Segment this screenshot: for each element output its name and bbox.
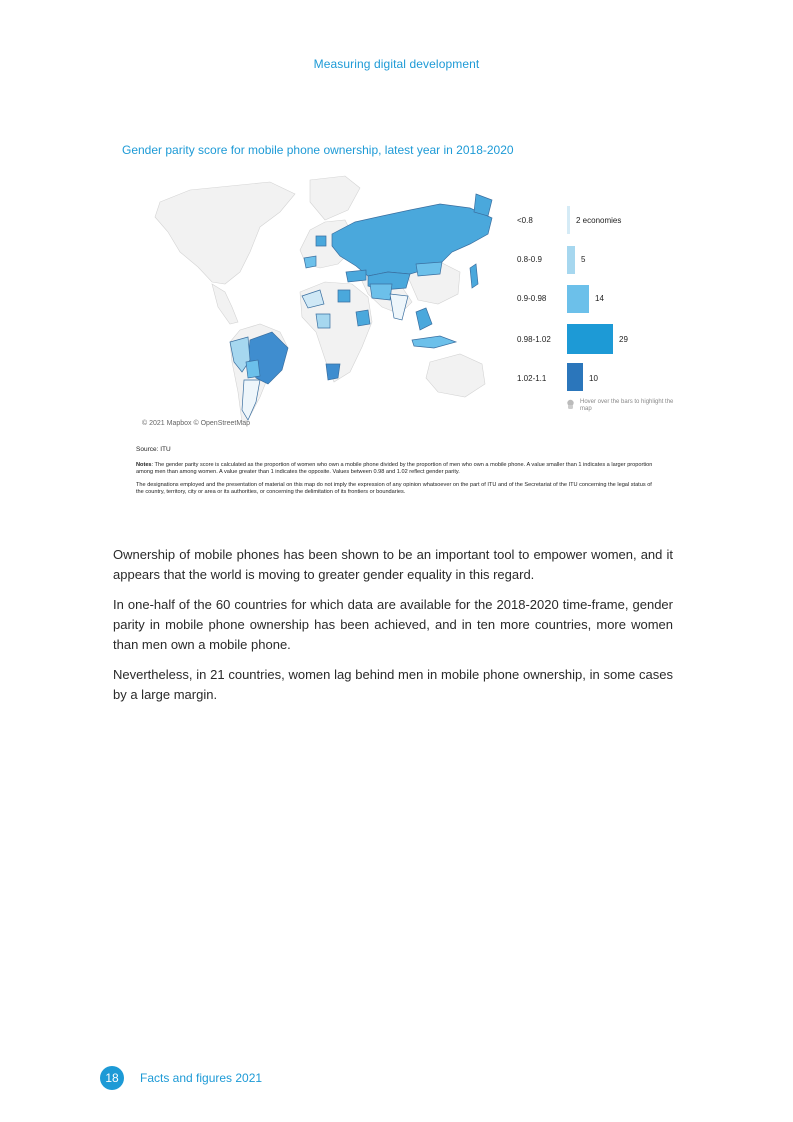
notes-paragraph: [136, 462, 656, 476]
map-india: [390, 294, 408, 320]
bar-value-label: 14: [595, 294, 604, 303]
bar-value-label: 10: [589, 374, 598, 383]
category-label: 0.98-1.02: [517, 335, 551, 344]
hover-hint: [566, 399, 686, 413]
notes-label: Notes: [136, 462, 152, 468]
bar-1.02-1.1[interactable]: [567, 363, 583, 391]
disclaimer-text: The designations employed and the presentation of material on this map do not imply the expression of any opinion whatsoever on the part of ITU and of the Secretariat of the ITU concerning the legal status of the country, territory, city or area or its authorities, or concerning the delimitation of its frontiers or boundaries.: [136, 482, 652, 495]
map-russia: [332, 204, 492, 276]
map-ethiopia: [356, 310, 370, 326]
map-bolivia: [246, 360, 260, 378]
map-far-east: [474, 194, 492, 216]
chart-notes: [136, 462, 656, 502]
map-mongolia: [416, 262, 442, 276]
map-indonesia: [412, 336, 456, 348]
notes-text: : The gender parity score is calculated as the proportion of women who own a mobile phone divided by the proportion of men who own a mobile phone. A value smaller than 1 indicates a larger proportion among men than among women. A value greater than 1 indicates the opposite. Values between 0.98 and 1.02 reflect gender parity.: [136, 462, 653, 475]
map-central-america: [212, 284, 238, 324]
map-europe-country-b: [304, 256, 316, 268]
category-label: <0.8: [517, 216, 533, 225]
bar-0.98-1.02[interactable]: [567, 324, 613, 354]
map-copyright: © 2021 Mapbox © OpenStreetMap: [142, 420, 250, 427]
map-south-africa: [326, 364, 340, 380]
bar-<0.8[interactable]: [567, 206, 570, 234]
map-australia: [426, 354, 485, 397]
legend-bar-chart: [515, 200, 675, 420]
body-paragraph: In one-half of the 60 countries for which data are available for the 2018-2020 time-frame, gender parity in mobile phone ownership has been achieved, and in ten more countries, more women than men own a mobile phone.: [113, 597, 673, 652]
map-nigeria: [316, 314, 330, 328]
world-map[interactable]: [120, 172, 500, 434]
body-paragraph: Nevertheless, in 21 countries, women lag behind men in mobile phone ownership, in some cases by a large margin.: [113, 667, 673, 702]
bar-value-label: 2 economies: [576, 216, 622, 225]
map-iran: [370, 284, 392, 300]
hover-hint-text: Hover over the bars to highlight the map: [580, 399, 674, 412]
bar-0.8-0.9[interactable]: [567, 246, 575, 274]
bar-value-label: 5: [581, 255, 586, 264]
bar-0.9-0.98[interactable]: [567, 285, 589, 313]
body-text: [113, 545, 673, 715]
bar-value-label: 29: [619, 335, 628, 344]
map-turkey: [346, 270, 366, 282]
pointer-hand-icon: [566, 399, 575, 410]
page-number: 18: [100, 1066, 124, 1090]
category-label: 0.8-0.9: [517, 255, 542, 264]
map-egypt: [338, 290, 350, 302]
map-north-america: [155, 182, 295, 284]
map-japan: [470, 264, 478, 288]
body-paragraph: Ownership of mobile phones has been shown to be an important tool to empower women, and it appears that the world is moving to greater gender equality in this regard.: [113, 547, 673, 582]
chart-title: Gender parity score for mobile phone ownership, latest year in 2018-2020: [122, 143, 514, 157]
category-label: 1.02-1.1: [517, 374, 547, 383]
footer-publication: Facts and figures 2021: [140, 1071, 263, 1085]
map-southeast-asia: [416, 308, 432, 330]
map-europe-country-a: [316, 236, 326, 246]
running-header: Measuring digital development: [313, 57, 480, 71]
map-greenland: [310, 176, 360, 220]
chart-source: Source: ITU: [136, 446, 171, 453]
category-label: 0.9-0.98: [517, 294, 547, 303]
